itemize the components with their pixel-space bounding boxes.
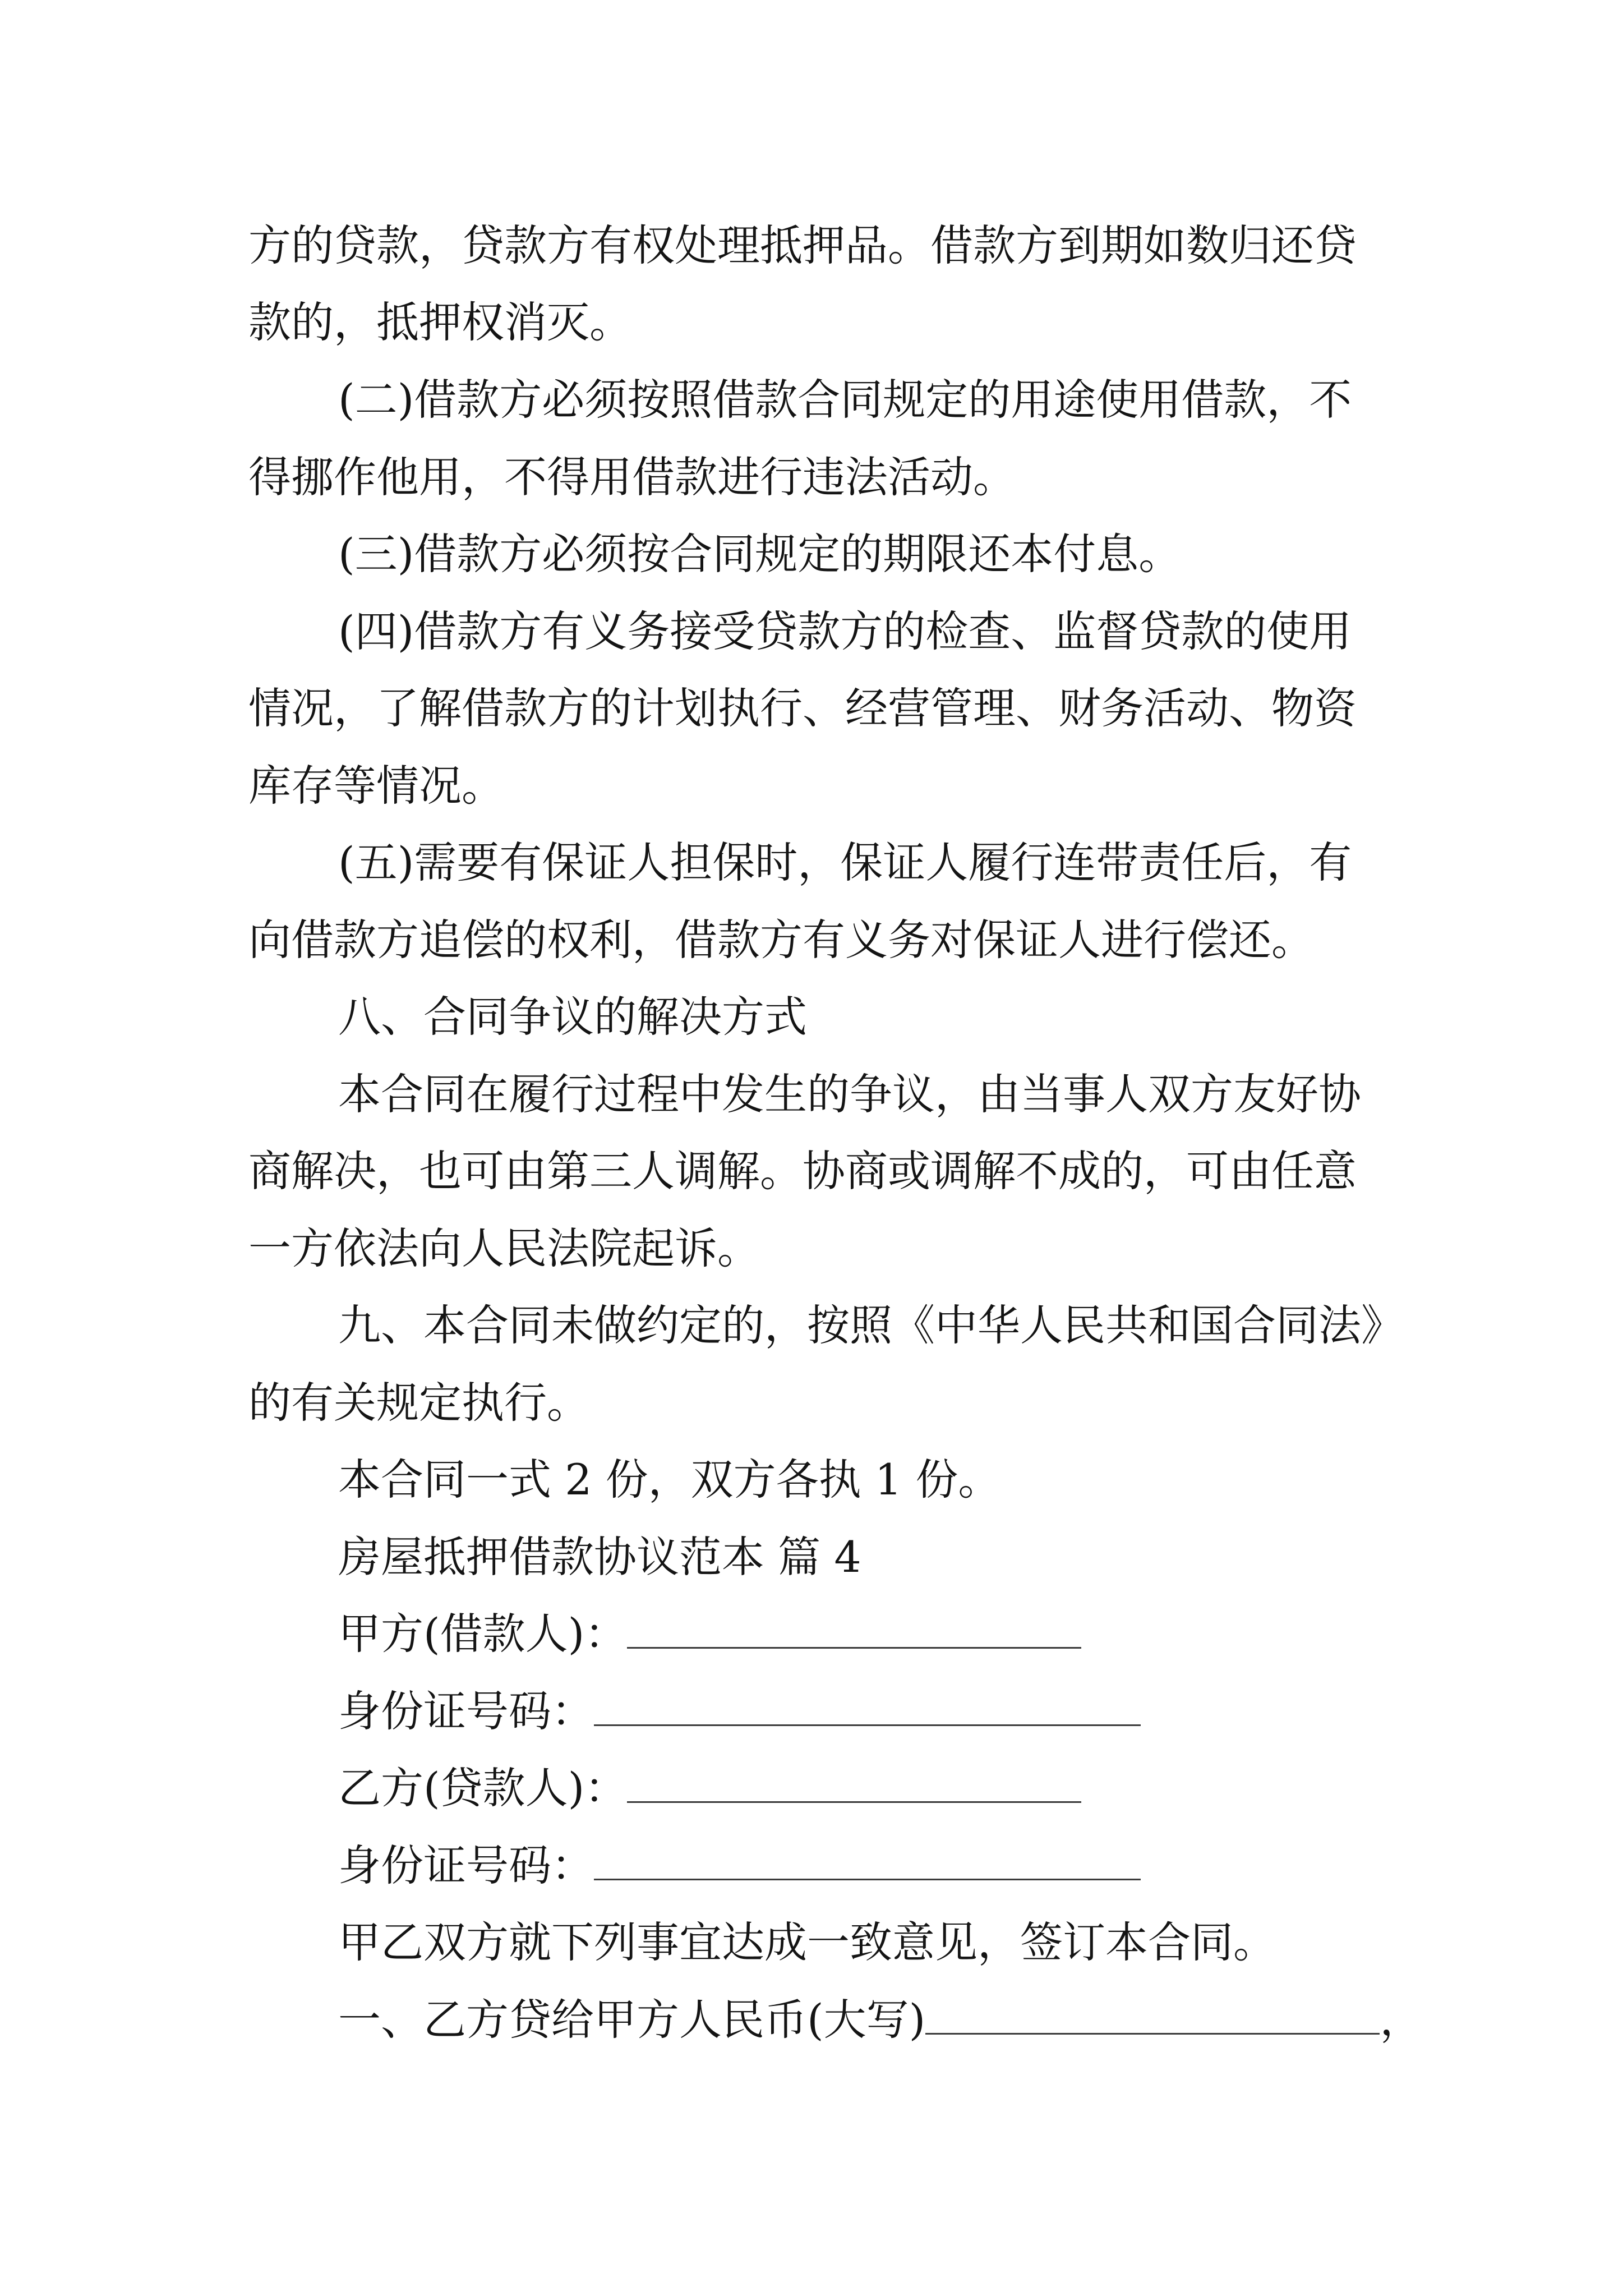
form-field-label: 乙方(贷款人)： — [338, 1763, 628, 1813]
form-field-borrower — [338, 1606, 1081, 1662]
body-text-line: 商解决，也可由第三人调解。协商或调解不成的，可由任意 — [248, 1146, 1357, 1196]
clause-one-label: 一、乙方贷给甲方人民币(大写) — [338, 1995, 926, 2045]
body-text-line: 向借款方追偿的权利，借款方有义务对保证人进行偿还。 — [248, 915, 1314, 965]
section-heading: 八、合同争议的解决方式 — [338, 992, 807, 1042]
body-text-line: 情况，了解借款方的计划执行、经营管理、财务活动、物资 — [248, 683, 1357, 733]
fill-in-blank — [627, 1646, 1081, 1649]
body-text-line: 一方依法向人民法院起诉。 — [248, 1223, 760, 1273]
body-text-line: 款的，抵押权消灭。 — [248, 297, 632, 347]
form-field-lender — [338, 1760, 1081, 1816]
clause-one — [338, 1992, 1422, 2048]
body-text-line: 本合同在履行过程中发生的争议，由当事人双方友好协 — [338, 1069, 1361, 1119]
body-text-line: 本合同一式 2 份，双方各执 1 份。 — [338, 1455, 1001, 1504]
agreement-statement: 甲乙双方就下列事宜达成一致意见，签订本合同。 — [338, 1917, 1276, 1967]
fill-in-blank — [594, 1724, 1141, 1726]
fill-in-blank — [627, 1801, 1081, 1803]
body-text-line: 的有关规定执行。 — [248, 1378, 589, 1428]
document-subtitle: 房屋抵押借款协议范本 篇 4 — [338, 1532, 861, 1582]
form-field-borrower-id — [338, 1683, 1141, 1740]
body-text-line: 方的贷款，贷款方有权处理抵押品。借款方到期如数归还贷 — [248, 220, 1357, 270]
form-field-label: 身份证号码： — [338, 1841, 594, 1890]
body-text-line: (五)需要有保证人担保时，保证人履行连带责任后，有 — [338, 838, 1352, 887]
body-text-line: (四)借款方有义务接受贷款方的检查、监督贷款的使用 — [338, 606, 1352, 656]
body-text-line: 九、本合同未做约定的，按照《中华人民共和国合同法》 — [338, 1300, 1404, 1350]
form-field-label: 身份证号码： — [338, 1686, 594, 1736]
form-field-lender-id — [338, 1838, 1141, 1894]
body-text-line: 得挪作他用，不得用借款进行违法活动。 — [248, 452, 1016, 502]
form-field-label: 甲方(借款人)： — [338, 1609, 628, 1659]
body-text-line: (二)借款方必须按照借款合同规定的用途使用借款，不 — [338, 375, 1352, 425]
body-text-line: 库存等情况。 — [248, 761, 504, 811]
fill-in-blank — [925, 2032, 1380, 2035]
fill-in-blank — [594, 1878, 1141, 1880]
clause-one-punctuation: ， — [1380, 1995, 1423, 2045]
body-text-line: (三)借款方必须按合同规定的期限还本付息。 — [338, 529, 1182, 579]
